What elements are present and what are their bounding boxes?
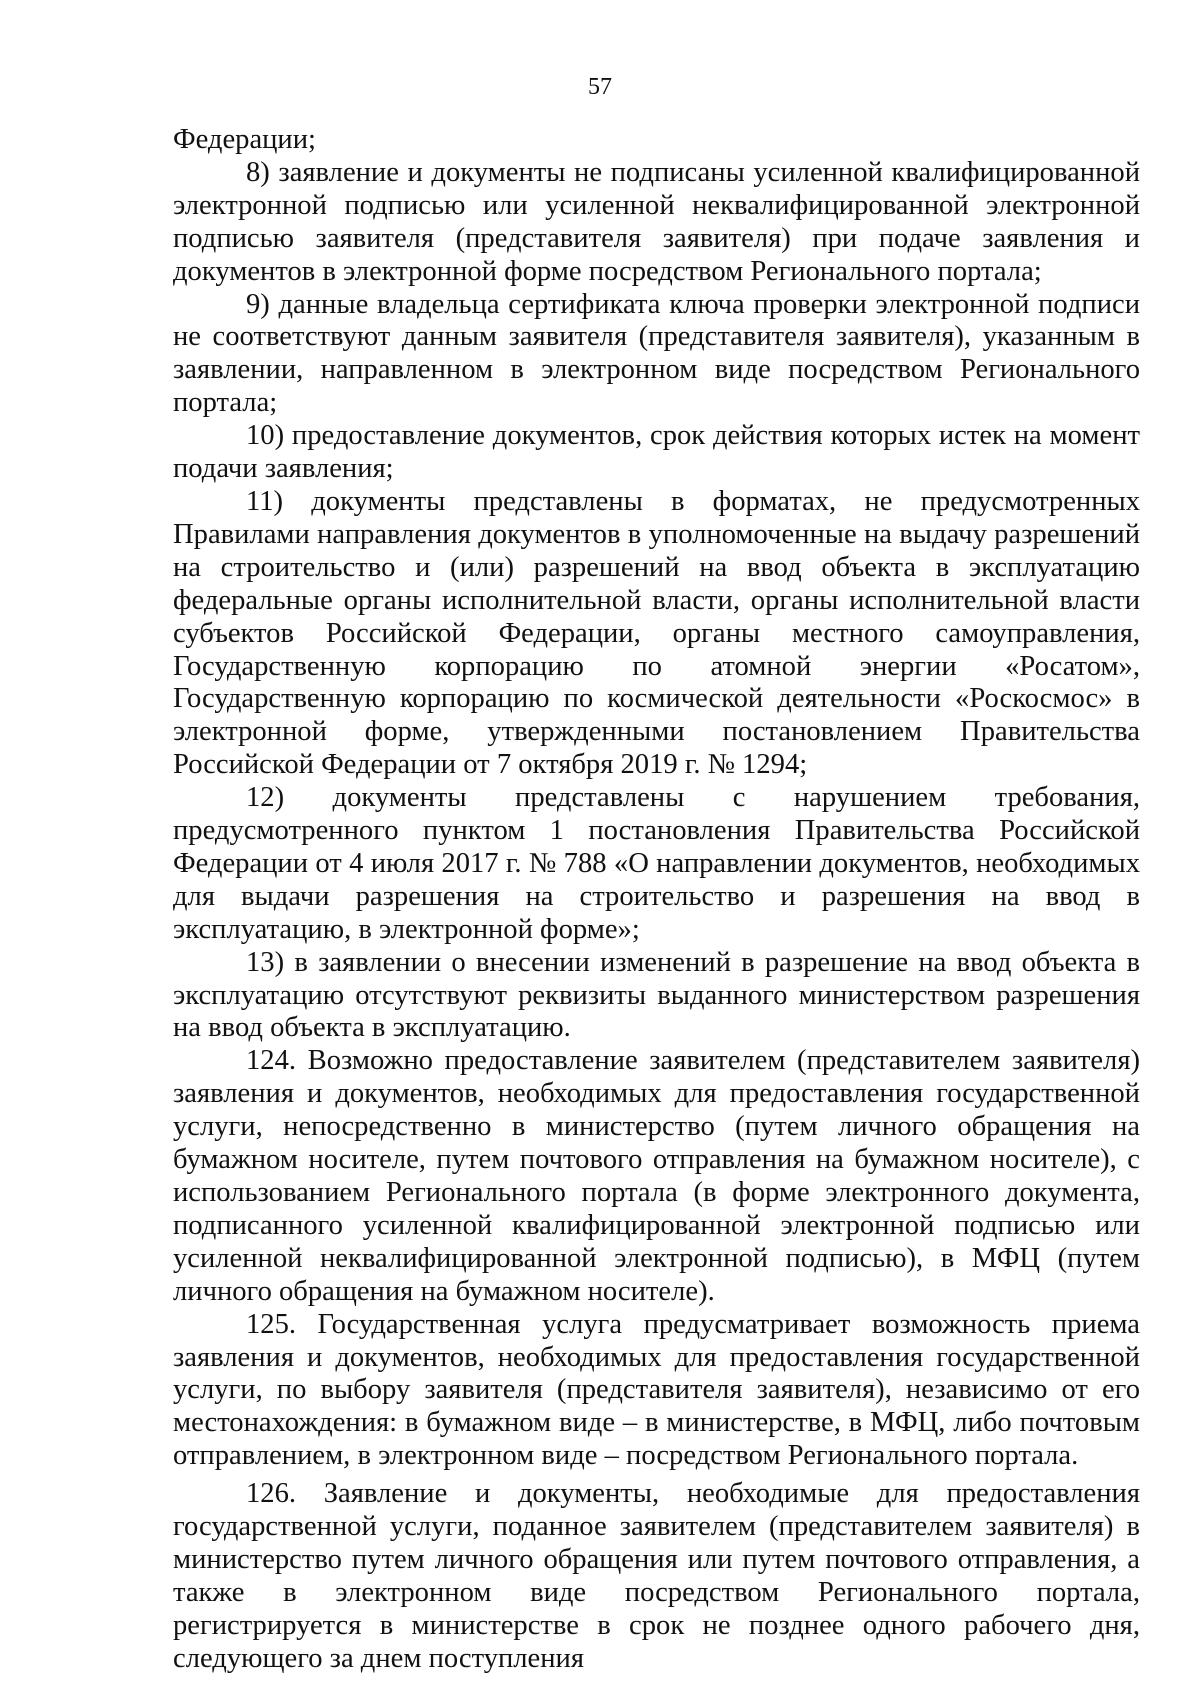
- paragraph-126: 126. Заявление и документы, необходимые для предоставления государственной услуги, поданное заявителем (представителем заявителя) в министерство путем личного обращения или путем почтового отправления, а также в электронном виде посредством Регионального портала, регистрируется в министерстве в срок не позднее одного рабочего дня, следующего за днем поступления: [173, 1478, 1140, 1674]
- page-number: 57: [588, 74, 612, 100]
- paragraph-item-9: 9) данные владельца сертификата ключа проверки электронной подписи не соответствуют данным заявителя (представителя заявителя), указанным в заявлении, направленном в электронном виде посредством Регионального портала;: [173, 288, 1140, 419]
- paragraph-continuation: Федерации;: [173, 124, 316, 155]
- paragraph-item-10: 10) предоставление документов, срок действия которых истек на момент подачи заявления;: [173, 420, 1140, 485]
- paragraph-124: 124. Возможно предоставление заявителем (представителем заявителя) заявления и документов, необходимых для предоставления государственной услуги, непосредственно в министерство (путем личного обращения на бумажном носителе, путем почтового отправления на бумажном носителе), с использованием Регионального портала (в форме электронного документа, подписанного усиленной квалифицированной электронной подписью или усиленной неквалифицированной электронной подписью), в МФЦ (путем личного обращения на бумажном носителе).: [173, 1045, 1140, 1307]
- paragraph-item-13: 13) в заявлении о внесении изменений в разрешение на ввод объекта в эксплуатацию отсутствуют реквизиты выданного министерством разрешения на ввод объекта в эксплуатацию.: [173, 946, 1140, 1044]
- document-body: [173, 124, 1140, 1676]
- paragraph-item-11: 11) документы представлены в форматах, не предусмотренных Правилами направления документов в уполномоченные на выдачу разрешений на строительство и (или) разрешений на ввод объекта в эксплуатацию федеральные органы исполнительной власти, органы исполнительной власти субъектов Российской Федерации, органы местного самоуправления, Государственную корпорацию по атомной энергии «Росатом», Государственную корпорацию по космической деятельности «Роскосмос» в электронной форме, утвержденными постановлением Правительства Российской Федерации от 7 октября 2019 г. № 1294;: [173, 485, 1140, 781]
- paragraph-125: 125. Государственная услуга предусматривает возможность приема заявления и документов, необходимых для предоставления государственной услуги, по выбору заявителя (представителя заявителя), независимо от его местонахождения: в бумажном виде – в министерстве, в МФЦ, либо почтовым отправлением, в электронном виде – посредством Регионального портала.: [173, 1308, 1140, 1472]
- paragraph-item-8: 8) заявление и документы не подписаны усиленной квалифицированной электронной подписью или усиленной неквалифицированной электронной подписью заявителя (представителя заявителя) при подаче заявления и документов в электронной форме посредством Регионального портала;: [173, 156, 1140, 287]
- paragraph-item-12: 12) документы представлены с нарушением требования, предусмотренного пунктом 1 постановления Правительства Российской Федерации от 4 июля 2017 г. № 788 «О направлении документов, необходимых для выдачи разрешения на строительство и разрешения на ввод в эксплуатацию, в электронной форме»;: [173, 782, 1140, 945]
